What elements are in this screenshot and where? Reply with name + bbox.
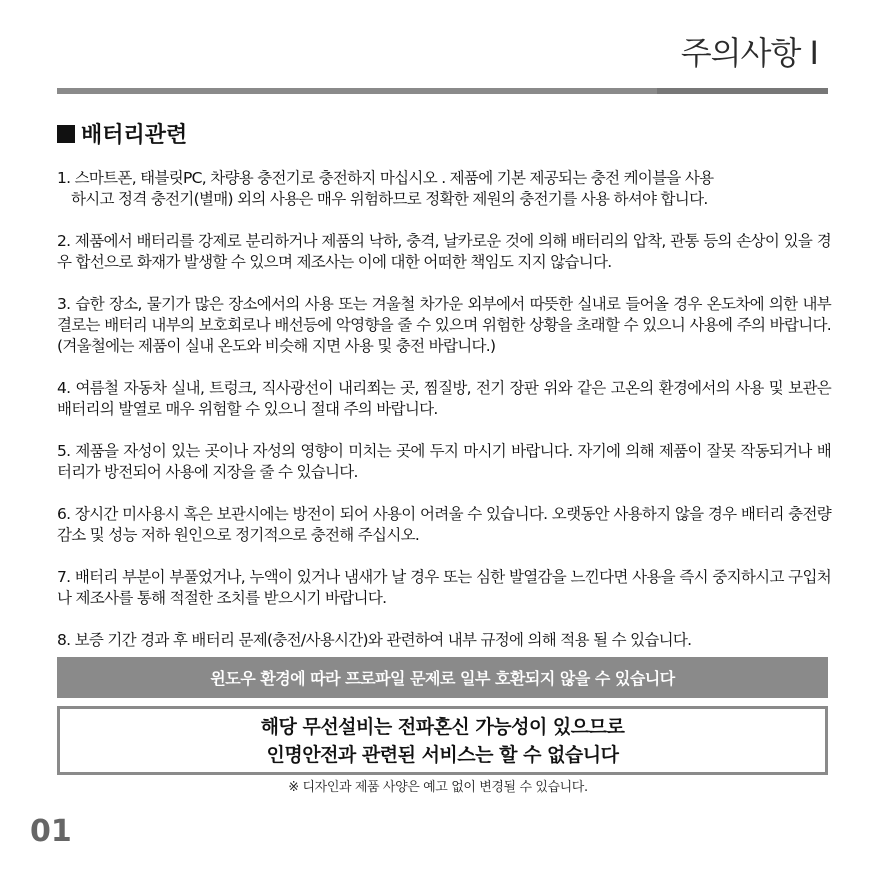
design-disclaimer: ※ 디자인과 제품 사양은 예고 없이 변경될 수 있습니다.	[288, 780, 588, 795]
note-item: 6. 장시간 미사용시 혹은 보관시에는 방전이 되어 사용이 어려울 수 있습니다. 오랫동안 사용하지 않을 경우 배터리 충전량 감소 및 성능 저하 원인으로 정기적으로 충전해 주십시오.	[57, 505, 831, 544]
note-line: 1. 스마트폰, 태블릿PC, 차량용 충전기로 충전하지 마십시오 . 제품에 기본 제공되는 충전 케이블을 사용	[57, 169, 714, 187]
note-item: 7. 배터리 부분이 부풀었거나, 누액이 있거나 냄새가 날 경우 또는 심한 발열감을 느낀다면 사용을 즉시 중지하시고 구입처나 제조사를 통해 적절한 조치를 받으시기 바랍니다.	[57, 568, 831, 607]
note-item: 5. 제품을 자성이 있는 곳이나 자성의 영향이 미치는 곳에 두지 마시기 바랍니다. 자기에 의해 제품이 잘못 작동되거나 배터리가 방전되어 사용에 지장을 줄 수 있습니다.	[57, 442, 831, 481]
title-rule	[57, 88, 828, 94]
radio-warning-box	[57, 706, 828, 775]
note-item: 8. 보증 기간 경과 후 배터리 문제(충전/사용시간)와 관련하여 내부 규정에 의해 적용 될 수 있습니다.	[57, 631, 692, 649]
compatibility-banner: 윈도우 환경에 따라 프로파일 문제로 일부 호환되지 않을 수 있습니다	[57, 657, 828, 698]
section-heading-label: 배터리관련	[81, 123, 188, 148]
notes-list	[57, 168, 831, 672]
page-number: 01	[30, 814, 72, 849]
warning-line: 인명안전과 관련된 서비스는 할 수 없습니다	[266, 743, 619, 766]
section-heading	[57, 118, 187, 149]
square-icon	[57, 125, 75, 143]
warning-line: 해당 무선설비는 전파혼신 가능성이 있으므로	[260, 715, 625, 738]
note-item: 2. 제품에서 배터리를 강제로 분리하거나 제품의 낙하, 충격, 날카로운 것에 의해 배터리의 압착, 관통 등의 손상이 있을 경우 합선으로 화재가 발생할 수 있으며 제조사는 이에 대한 어떠한 책임도 지지 않습니다.	[57, 232, 831, 271]
note-item: 4. 여름철 자동차 실내, 트렁크, 직사광선이 내리쬐는 곳, 찜질방, 전기 장판 위와 같은 고온의 환경에서의 사용 및 보관은 배터리의 발열로 매우 위험할 수 있으니 절대 주의 바랍니다.	[57, 379, 831, 418]
note-line: 하시고 정격 충전기(별매) 외의 사용은 매우 위험하므로 정확한 제원의 충전기를 사용 하셔야 합니다.	[71, 190, 708, 208]
page-title: 주의사항 I	[680, 34, 818, 72]
note-item	[57, 168, 831, 210]
title-rule-accent	[657, 88, 828, 94]
note-item: 3. 습한 장소, 물기가 많은 장소에서의 사용 또는 겨울철 차가운 외부에서 따뜻한 실내로 들어올 경우 온도차에 의한 내부 결로는 배터리 내부의 보호회로나 배선등에 악영향을 줄 수 있으며 위험한 상황을 초래할 수 있으니 사용에 주의 바랍니다. (겨울철에는 제품이 실내 온도와 비슷해 지면 사용 및 충전 바랍니다.)	[57, 295, 831, 355]
